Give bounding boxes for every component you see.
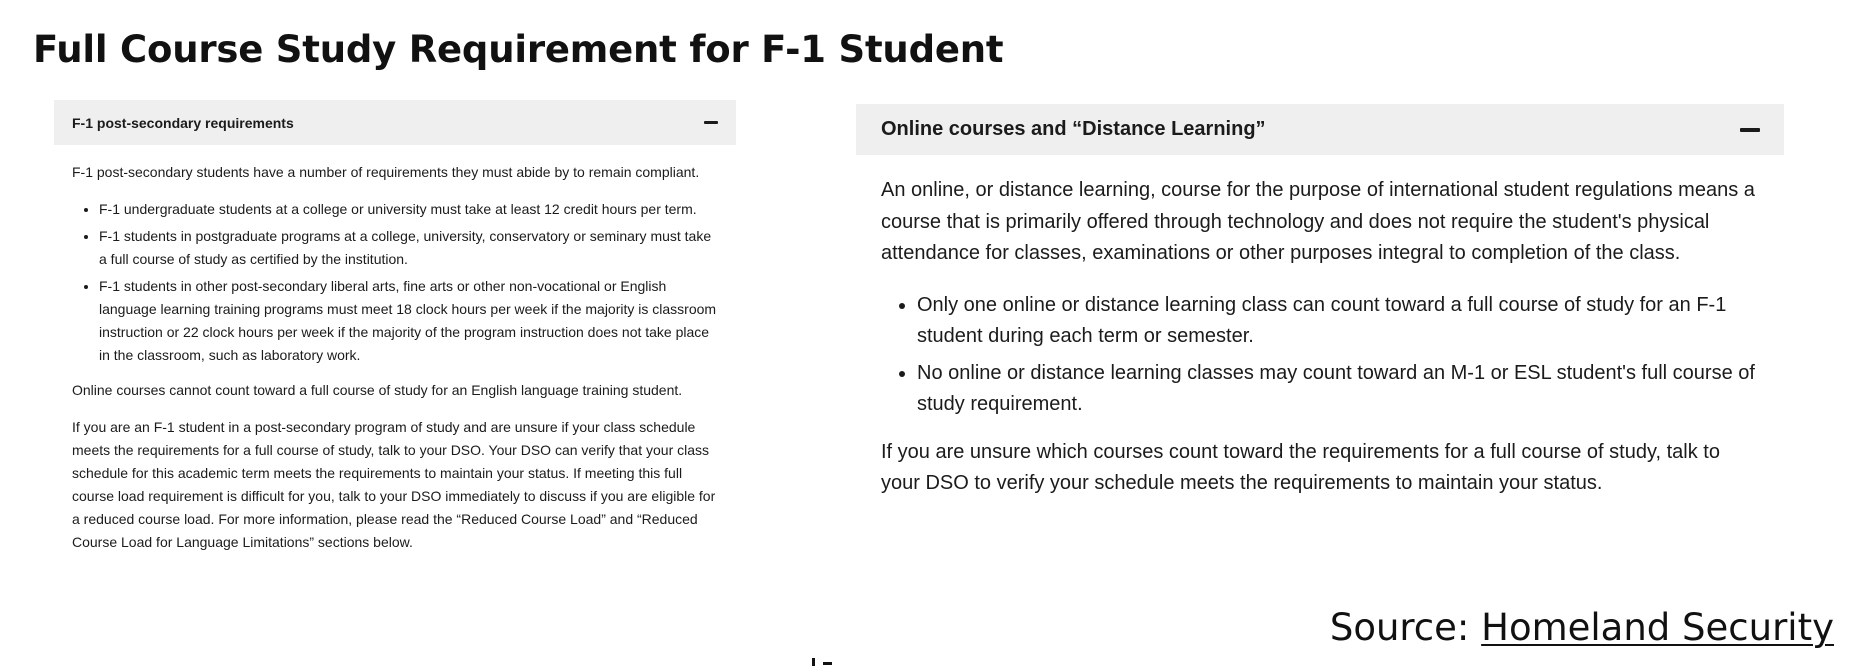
accordion-title: F-1 post-secondary requirements: [72, 114, 294, 131]
intro-paragraph: An online, or distance learning, course for the purpose of international student regulations means a course that is primarily offered through technology and does not require the student's physical attendance for classes, examinations or other purposes integral to completion of the class.: [881, 179, 1755, 264]
accordion-f1-requirements: [54, 100, 736, 568]
online-rules-list: [881, 290, 1760, 421]
online-note-paragraph: Online courses cannot count toward a full course of study for an English language training student.: [72, 382, 683, 398]
list-item: • F-1 students in postgraduate programs at a college, university, conservatory or seminary must take a full course of study as certified by the institution.: [99, 225, 718, 271]
list-item: • No online or distance learning classes may count toward an M-1 or ESL student's full course of study requirement.: [917, 358, 1760, 421]
source-credit: [1330, 602, 1834, 654]
intro-paragraph: F-1 post-secondary students have a number of requirements they must abide by to remain compliant.: [72, 164, 700, 180]
accordion-header-online-courses[interactable]: [856, 104, 1784, 155]
source-link[interactable]: Homeland Security: [1481, 606, 1834, 649]
accordion-body-f1-requirements: [54, 145, 736, 554]
list-item: • F-1 undergraduate students at a college or university must take at least 12 credit hours per term.: [99, 198, 718, 221]
minus-icon[interactable]: [1740, 128, 1760, 132]
list-item: • Only one online or distance learning class can count toward a full course of study for an F-1 student during each term or semester.: [917, 290, 1760, 353]
closing-paragraph: If you are an F-1 student in a post-secondary program of study and are unsure if your class schedule meets the requirements for a full course of study, talk to your DSO. Your DSO can verify that your class schedule for this academic term meets the requirements to maintain your status. If meeting this full course load requirement is difficult for you, talk to your DSO immediately to discuss if you are eligible for a reduced course load. For more information, please read the “Reduced Course Load” and “Reduced Course Load for Language Limitations” sections below.: [72, 419, 716, 550]
closing-paragraph: If you are unsure which courses count toward the requirements for a full course of study, talk to your DSO to verify your schedule meets the requirements to maintain your status.: [881, 440, 1720, 494]
cropped-glyph-fragment: [812, 658, 834, 666]
list-item: • F-1 students in other post-secondary liberal arts, fine arts or other non-vocational or English language learning training programs must meet 18 clock hours per week if the majority is classroom instruction or 22 clock hours per week if the majority of the program instruction does not take place in the classroom, such as laboratory work.: [99, 275, 718, 367]
page-title: Full Course Study Requirement for F-1 Student: [33, 28, 1004, 71]
minus-icon[interactable]: [704, 121, 718, 124]
accordion-title: Online courses and “Distance Learning”: [881, 118, 1266, 140]
accordion-body-online-courses: [856, 155, 1784, 500]
accordion-online-courses: [856, 104, 1784, 520]
requirements-list: [72, 198, 718, 367]
source-prefix: Source:: [1329, 606, 1482, 649]
accordion-header-f1-requirements[interactable]: [54, 100, 736, 145]
